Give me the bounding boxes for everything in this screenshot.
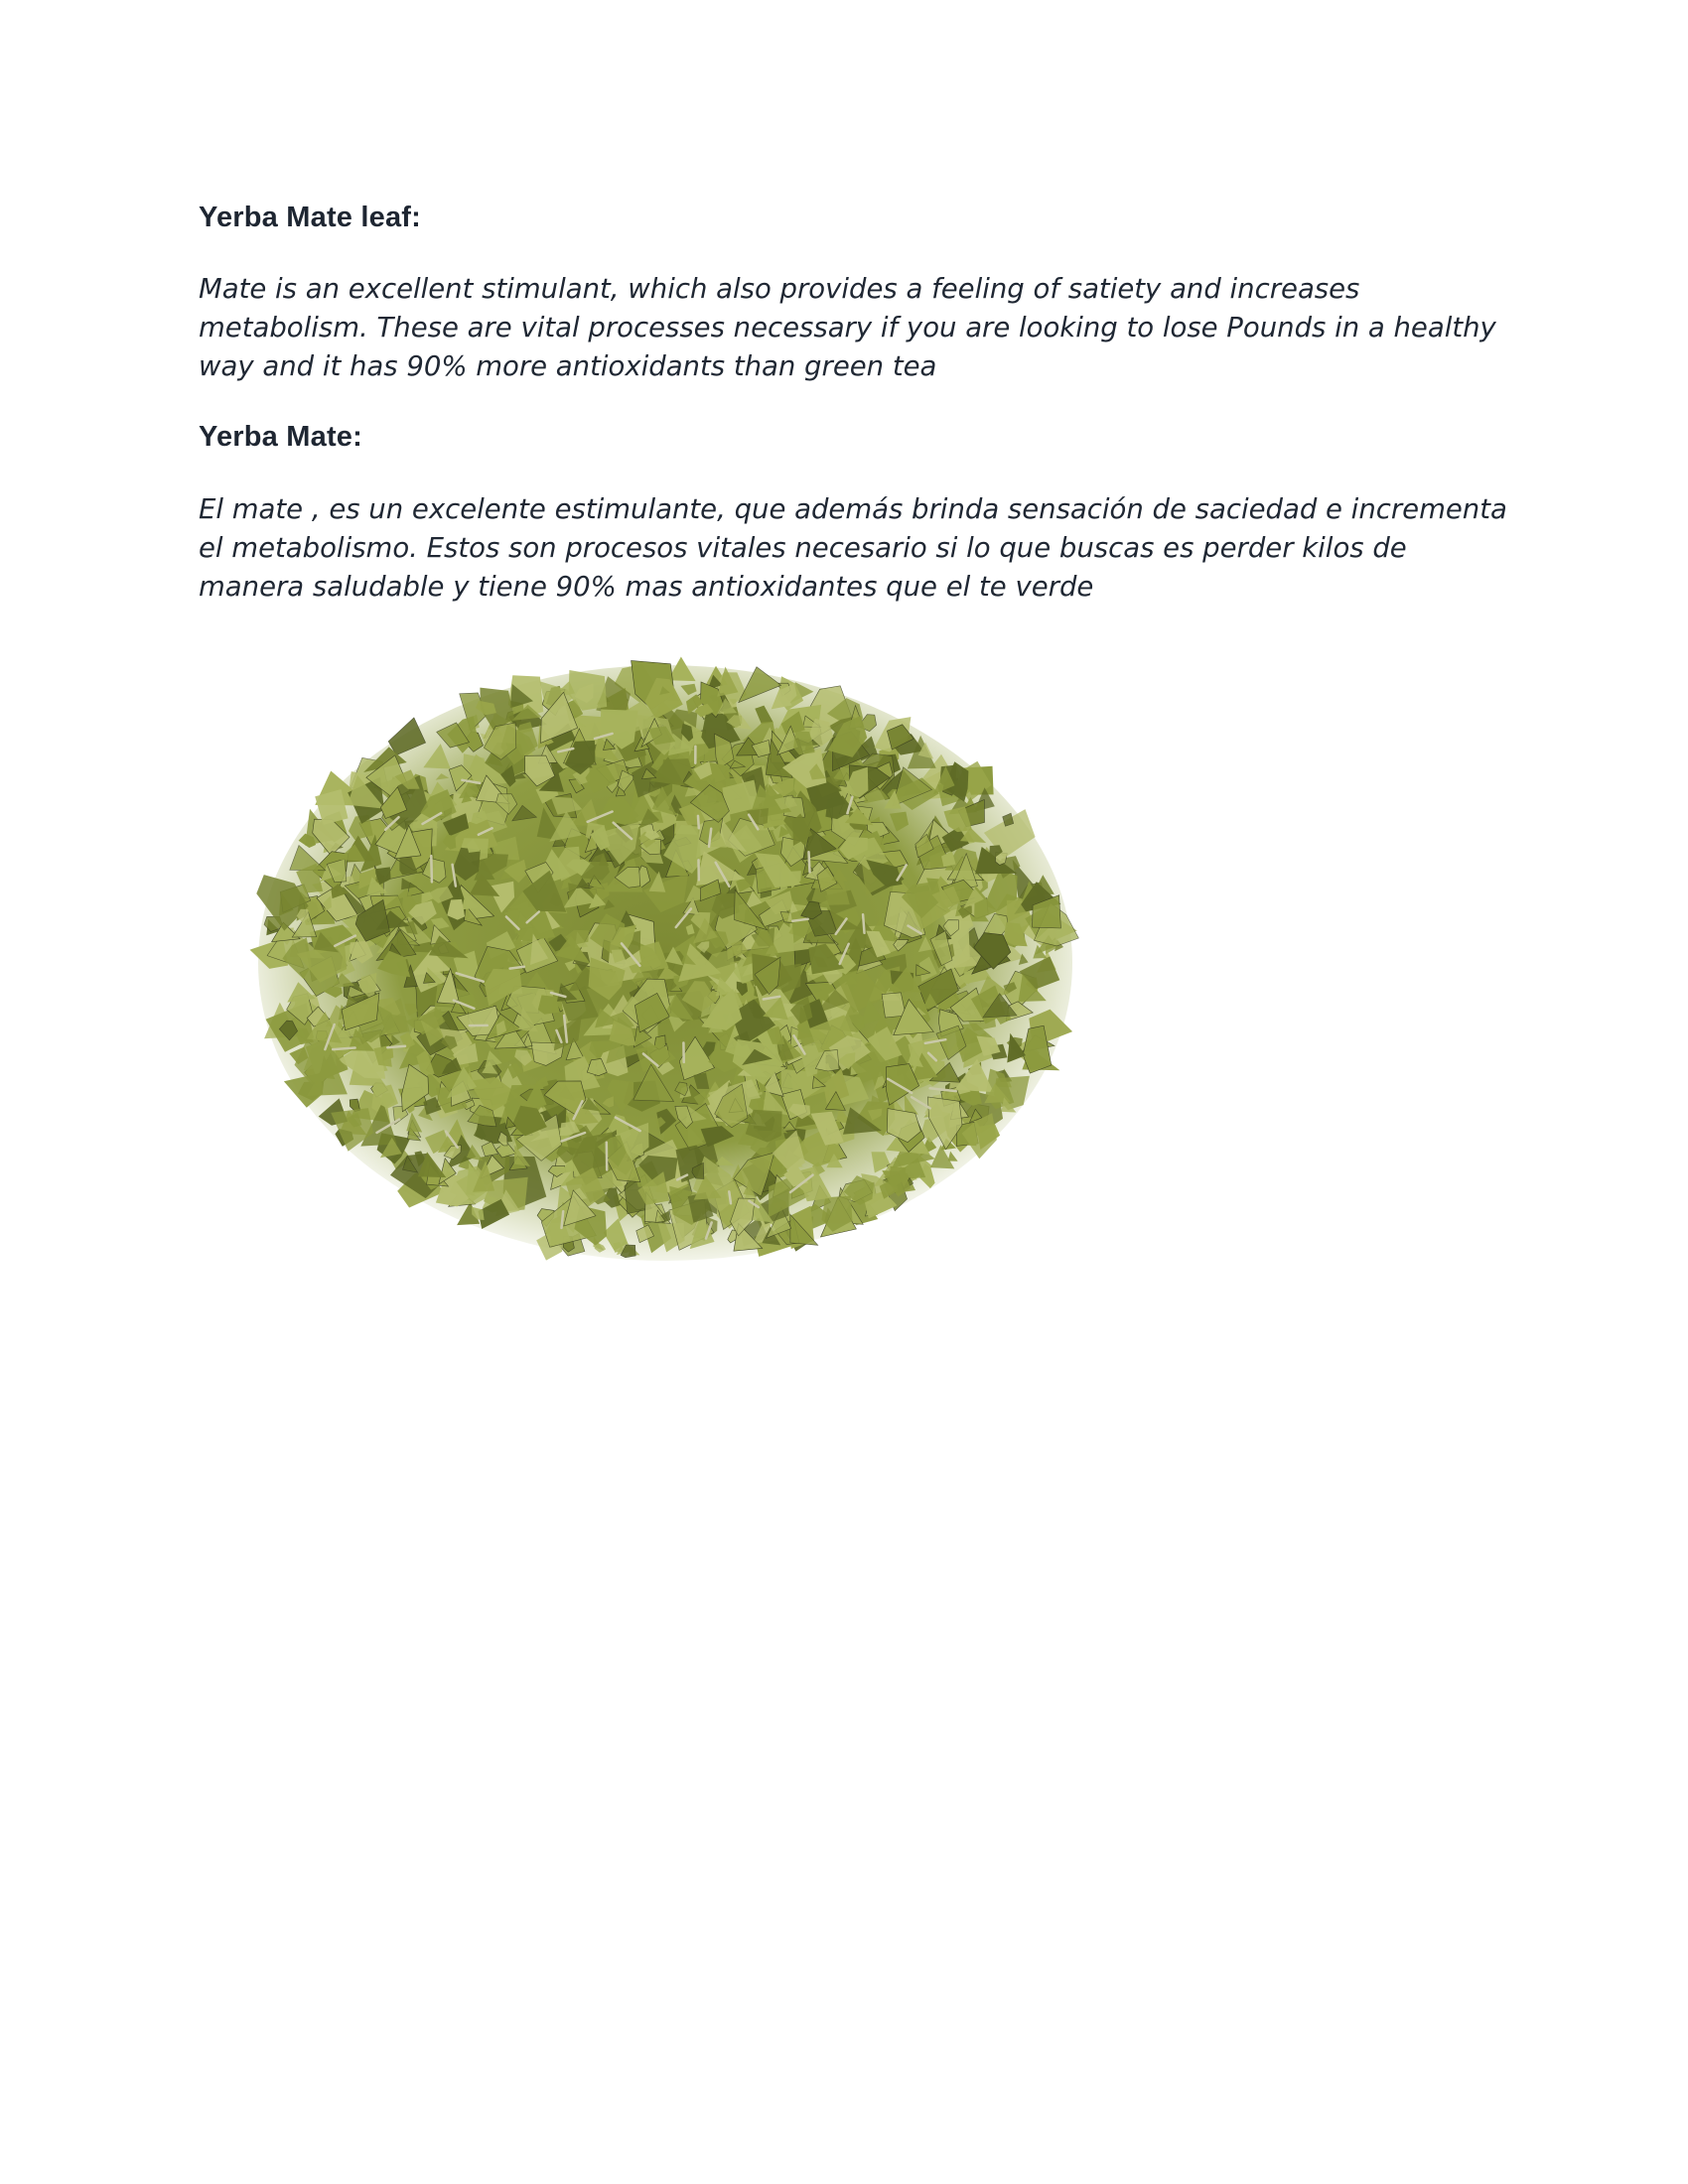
stem-fragment [729,1191,731,1203]
stem-fragment [863,914,864,933]
stem-fragment [562,1211,564,1228]
paragraph-spanish: El mate , es un excelente estimulante, que además brinda sensación de saciedad e incrementa el metabolismo. Estos son procesos vitales necesario si lo que buscas es perder kilos de manera saludable y tiene 90% mas antioxidantes que el te verde [199,493,1507,603]
paragraph-english: Mate is an excellent stimulant, which also provides a feeling of satiety and increases metabolism. These are vital processes necessary if you are looking to lose Pounds in a healthy way and it has 90% more antioxidants than green tea [199,273,1496,382]
leaf-flake [538,995,560,1014]
yerba-mate-leaves-image [199,635,1172,1310]
stem-fragment [431,856,432,882]
stem-fragment [809,852,810,872]
heading-yerba-mate: Yerba Mate: [199,421,362,453]
stem-fragment [333,1048,354,1050]
stem-fragment [698,816,699,828]
stem-fragment [387,1046,405,1048]
heading-yerba-mate-leaf: Yerba Mate leaf: [199,202,422,233]
leaf-pile-illustration [199,635,1172,1310]
